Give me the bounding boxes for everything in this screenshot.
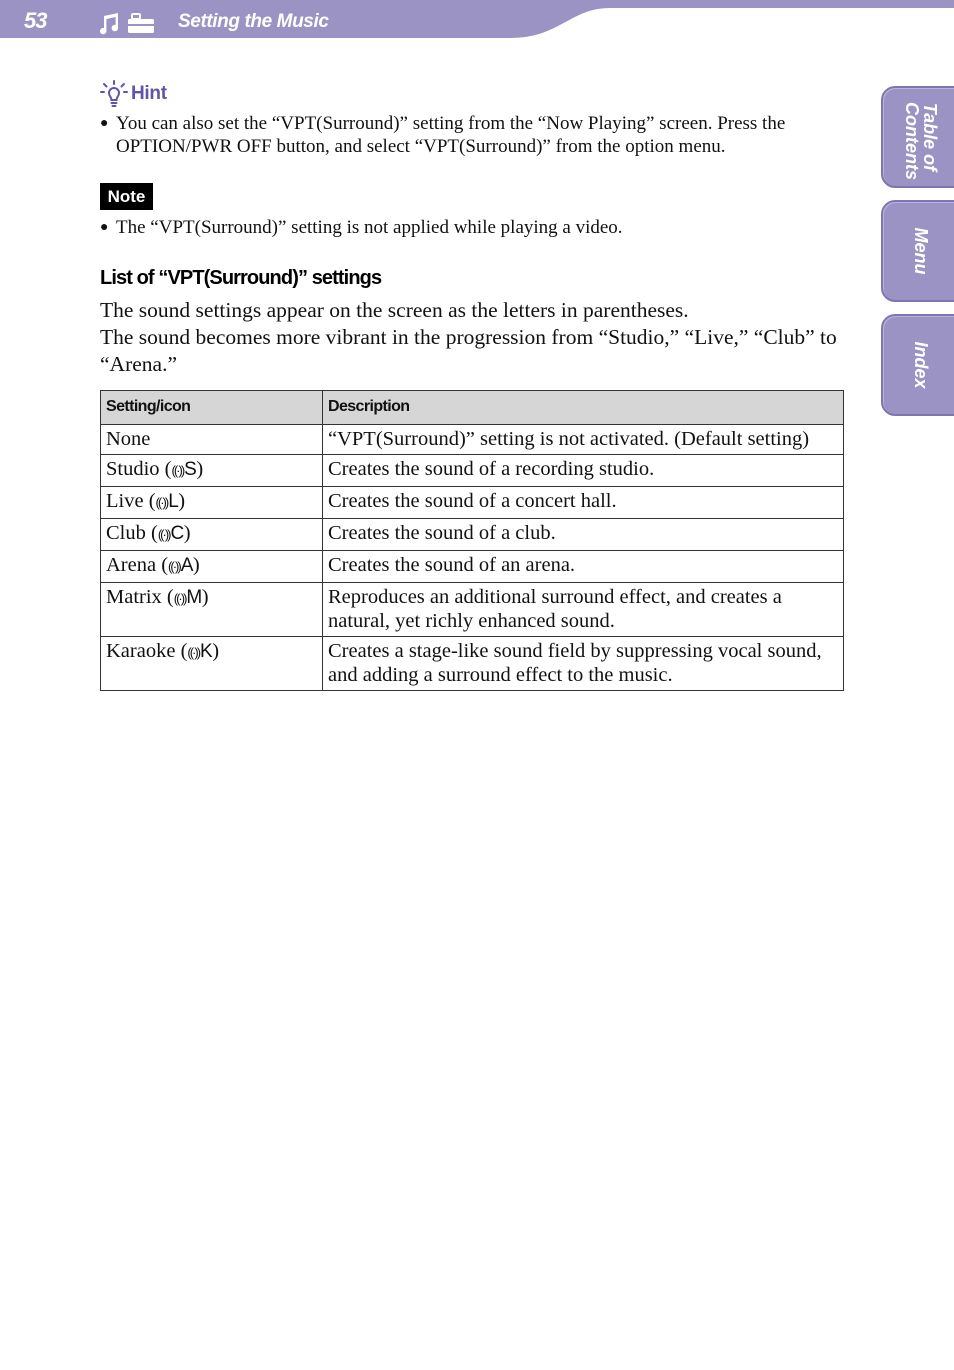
table-row xyxy=(101,455,844,487)
hint-heading xyxy=(100,80,167,108)
table-row xyxy=(101,487,844,519)
table-row xyxy=(101,551,844,583)
setting-cell xyxy=(101,425,323,455)
setting-cell: Matrix (((·))M) xyxy=(101,583,323,637)
vpt-mode-icon xyxy=(187,640,212,665)
table-row xyxy=(101,425,844,455)
tab-menu[interactable] xyxy=(881,200,954,302)
vpt-mode-icon xyxy=(158,522,184,547)
description-cell: Creates the sound of an arena. xyxy=(323,551,844,583)
setting-cell: Arena (((·))A) xyxy=(101,551,323,583)
vpt-mode-letter: M xyxy=(186,587,202,608)
surround-rings-icon: ((·)) xyxy=(187,645,200,660)
description-cell: “VPT(Surround)” setting is not activated. (Default setting) xyxy=(323,425,844,455)
note-bullet xyxy=(100,216,840,239)
vpt-mode-icon xyxy=(174,586,202,611)
page-header xyxy=(0,0,954,40)
bullet-dot: ● xyxy=(100,220,109,235)
surround-rings-icon: ((·)) xyxy=(171,463,184,478)
table-row xyxy=(101,637,844,691)
setting-cell: Live (((·))L) xyxy=(101,487,323,519)
setting-name: Arena xyxy=(106,554,157,576)
description-cell: Creates the sound of a recording studio. xyxy=(323,455,844,487)
setting-cell: Karaoke (((·))K) xyxy=(101,637,323,691)
description-cell: Creates the sound of a club. xyxy=(323,519,844,551)
table-row xyxy=(101,583,844,637)
tab-label: Menu xyxy=(911,227,931,275)
surround-rings-icon: ((·)) xyxy=(168,559,180,574)
vpt-mode-letter: K xyxy=(200,641,213,662)
tab-index[interactable] xyxy=(881,314,954,416)
setting-name: Live xyxy=(106,490,144,512)
tab-table-of-contents[interactable] xyxy=(881,86,954,188)
tab-label: Index xyxy=(911,341,931,389)
vpt-mode-icon xyxy=(172,458,197,483)
toolbox-icon xyxy=(128,14,154,33)
surround-rings-icon: ((·)) xyxy=(155,495,168,510)
hint-label: Hint xyxy=(131,83,167,104)
description-cell: Creates a stage-like sound field by suppressing vocal sound, and adding a surround effect to the music. xyxy=(323,637,844,691)
intro-line-1: The sound settings appear on the screen as the letters in parentheses. xyxy=(100,298,689,322)
setting-name: Club xyxy=(106,522,146,544)
tab-label: Table of Contents xyxy=(902,102,940,180)
column-header-description: Description xyxy=(323,391,844,425)
bullet-dot: ● xyxy=(100,116,109,131)
vpt-mode-letter: C xyxy=(170,523,184,544)
page-number: 53 xyxy=(24,8,47,33)
description-cell: Reproduces an additional surround effect, and creates a natural, yet richly enhanced sound. xyxy=(323,583,844,637)
music-note-icon xyxy=(100,13,118,34)
surround-rings-icon: ((·)) xyxy=(157,527,170,542)
vpt-mode-letter: A xyxy=(180,555,193,576)
column-header-setting: Setting/icon xyxy=(101,391,323,425)
note-badge: Note xyxy=(100,183,153,210)
hint-text: You can also set the “VPT(Surround)” setting from the “Now Playing” screen. Press the OPTION/PWR OFF button, and select “VPT(Surround)” from the option menu. xyxy=(116,113,786,157)
surround-rings-icon: ((·)) xyxy=(173,591,186,606)
setting-cell: Club (((·))C) xyxy=(101,519,323,551)
setting-name: Matrix xyxy=(106,586,162,608)
vpt-mode-icon xyxy=(156,490,179,515)
note-text: The “VPT(Surround)” setting is not applied while playing a video. xyxy=(116,217,623,238)
header-section-title: Setting the Music xyxy=(178,11,329,32)
section-title: List of “VPT(Surround)” settings xyxy=(100,267,382,289)
lightbulb-icon xyxy=(100,80,128,108)
setting-name: Studio xyxy=(106,458,160,480)
vpt-mode-icon xyxy=(168,554,193,579)
table-row xyxy=(101,519,844,551)
vpt-settings-table xyxy=(100,390,844,691)
table-header-row xyxy=(101,391,844,425)
description-cell: Creates the sound of a concert hall. xyxy=(323,487,844,519)
setting-name: Karaoke xyxy=(106,640,176,662)
setting-name: None xyxy=(106,428,151,450)
setting-cell: Studio (((·))S) xyxy=(101,455,323,487)
vpt-mode-letter: S xyxy=(184,459,197,480)
hint-bullet xyxy=(100,112,840,158)
intro-line-2: The sound becomes more vibrant in the progression from “Studio,” “Live,” “Club” to “Arena.” xyxy=(100,325,837,376)
vpt-mode-letter: L xyxy=(168,491,179,512)
